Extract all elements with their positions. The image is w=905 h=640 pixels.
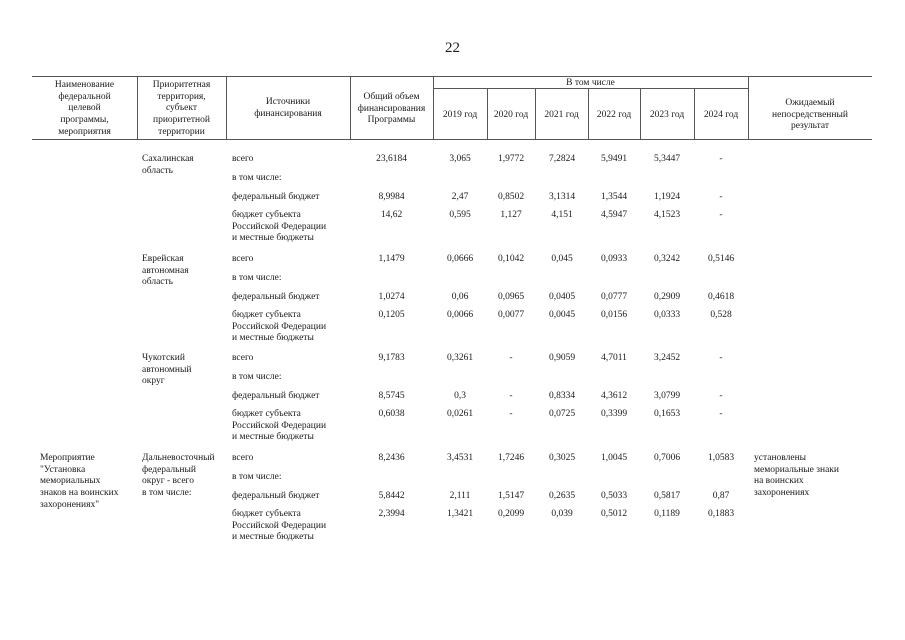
year-amount: 0,8502 [497, 192, 525, 202]
funding-source: и местные бюджеты [232, 532, 314, 543]
year-amount: 0,0933 [600, 254, 628, 264]
total-amount: 0,1205 [378, 310, 405, 320]
header-year: 2024 год [703, 110, 739, 120]
year-amount: 4,1523 [653, 210, 681, 220]
year-amount: 1,3421 [446, 509, 474, 519]
year-amount: 0,039 [551, 509, 573, 519]
total-amount: 5,8442 [378, 491, 405, 501]
territory-name: Сахалинская [142, 154, 194, 164]
year-amount: 0,7006 [653, 453, 681, 463]
year-amount: - [719, 192, 723, 202]
header-priority-territory: территория, [157, 91, 206, 102]
total-amount: 1,1479 [378, 254, 405, 264]
year-amount: 0,0066 [446, 310, 474, 320]
funding-source: всего [232, 453, 254, 463]
header-funding-sources: финансирования [254, 108, 322, 119]
header-year: 2020 год [493, 110, 529, 120]
year-amount: 0,2909 [653, 292, 681, 302]
year-amount: 0,3399 [600, 409, 628, 419]
header-bottom-rule [32, 139, 872, 140]
year-amount: 0,0965 [497, 292, 525, 302]
funding-source: федеральный бюджет [232, 192, 320, 202]
year-amount: 5,9491 [600, 154, 628, 164]
year-amount: 1,9772 [497, 154, 525, 164]
year-amount: 0,0156 [600, 310, 628, 320]
year-amount: 0,5146 [707, 254, 735, 264]
year-amount: 0,0405 [548, 292, 576, 302]
year-amount: - [719, 353, 723, 363]
year-amount: - [719, 154, 723, 164]
territory-name: округ - всего [142, 476, 194, 487]
territory-name: автономный [142, 364, 192, 375]
header-total-funding: Программы [367, 115, 416, 126]
year-amount: 0,045 [551, 254, 573, 264]
total-amount: 23,6184 [376, 154, 407, 164]
measure-name: Мероприятие [40, 453, 95, 463]
year-amount: 0,3242 [653, 254, 681, 264]
measure-name: захоронениях" [40, 499, 100, 510]
year-amount: 0,0077 [497, 310, 525, 320]
year-amount: 2,111 [449, 491, 471, 501]
measure-name: "Установка [40, 464, 86, 475]
territory-name: округ [142, 376, 165, 387]
total-amount: 14,62 [380, 210, 403, 220]
year-amount: 5,3447 [653, 154, 681, 164]
year-amount: 0,8334 [548, 391, 576, 401]
year-amount: 4,5947 [600, 210, 628, 220]
funding-source: в том числе: [232, 173, 282, 183]
funding-source: Российской Федерации [232, 221, 327, 232]
year-amount: 0,528 [710, 310, 732, 320]
year-amount: - [509, 409, 513, 419]
year-amount: 0,1189 [654, 509, 680, 519]
year-amount: - [509, 391, 513, 401]
year-amount: - [509, 353, 513, 363]
page-number: 22 [445, 40, 460, 56]
measure-name: мемориальных [40, 476, 101, 487]
header-program-name: мероприятия [58, 126, 111, 137]
territory-name: в том числе: [142, 488, 192, 499]
measure-name: знаков на воинских [40, 488, 119, 499]
year-amount: 1,0583 [707, 453, 735, 463]
funding-source: бюджет субъекта [232, 310, 301, 320]
header-year: 2022 год [596, 110, 632, 120]
year-amount: 0,3025 [548, 453, 576, 463]
year-amount: - [719, 210, 723, 220]
header-program-name: федеральной [58, 91, 111, 102]
year-amount: 0,0725 [548, 409, 576, 419]
year-amount: 3,1314 [548, 192, 576, 202]
territory-name: Дальневосточный [142, 453, 215, 463]
year-amount: 0,1883 [707, 509, 735, 519]
header-year: 2021 год [544, 110, 579, 120]
year-amount: 1,5147 [497, 491, 525, 501]
funding-source: всего [232, 154, 254, 164]
funding-source: Российской Федерации [232, 420, 327, 431]
year-amount: 7,2824 [548, 154, 576, 164]
year-amount: 0,0333 [653, 310, 681, 320]
funding-source: федеральный бюджет [232, 391, 320, 401]
header-year: 2023 год [649, 110, 685, 120]
year-amount: 0,4618 [707, 292, 735, 302]
year-amount: 0,0777 [600, 292, 628, 302]
funding-source: и местные бюджеты [232, 233, 314, 244]
header-program-name: Наименование [54, 80, 115, 90]
year-amount: 2,47 [451, 192, 469, 202]
year-amount: 4,7011 [601, 353, 627, 363]
year-amount: 0,0261 [446, 409, 474, 419]
year-amount: 0,87 [712, 491, 730, 501]
year-amount: 0,595 [449, 210, 471, 220]
year-amount: 4,3612 [600, 391, 628, 401]
funding-source: в том числе: [232, 273, 282, 283]
territory-name: область [142, 165, 174, 176]
year-amount: 1,0045 [600, 453, 628, 463]
header-funding-sources: Источники [265, 97, 311, 107]
year-amount: 0,5012 [600, 509, 628, 519]
year-amount: 0,2099 [497, 509, 525, 519]
funding-source: бюджет субъекта [232, 210, 301, 220]
funding-source: и местные бюджеты [232, 432, 314, 443]
year-amount: 0,3 [454, 391, 466, 401]
year-amount: 0,0666 [446, 254, 474, 264]
total-amount: 8,9984 [378, 192, 405, 202]
expected-result: захоронениях [754, 488, 810, 499]
funding-source: всего [232, 254, 254, 264]
funding-source: Российской Федерации [232, 321, 327, 332]
funding-source: Российской Федерации [232, 520, 327, 531]
year-amount: 1,7246 [497, 453, 525, 463]
territory-name: Еврейская [142, 254, 184, 264]
year-amount: 0,1653 [653, 409, 681, 419]
header-priority-territory: приоритетной [153, 115, 210, 126]
expected-result: на воинских [754, 476, 804, 487]
header-top-rule [32, 76, 872, 77]
total-amount: 8,5745 [378, 391, 405, 401]
header-expected-result: результат [790, 121, 830, 132]
year-amount: 3,2452 [653, 353, 681, 363]
header-priority-territory: Приоритетная [152, 80, 211, 90]
year-amount: - [719, 391, 723, 401]
funding-source: и местные бюджеты [232, 333, 314, 344]
header-program-name: программы, [60, 115, 109, 126]
expected-result: мемориальные знаки [754, 464, 840, 475]
header-total-funding: финансирования [357, 103, 426, 114]
year-amount: - [719, 409, 723, 419]
year-amount: 1,1924 [653, 192, 681, 202]
year-amount: 1,127 [500, 210, 522, 220]
header-in-total: В том числе [566, 78, 615, 88]
header-priority-territory: территории [158, 126, 205, 137]
year-amount: 0,5033 [600, 491, 628, 501]
funding-source: в том числе: [232, 472, 282, 482]
territory-name: Чукотский [142, 353, 185, 363]
total-amount: 1,0274 [378, 292, 405, 302]
territory-name: автономная [142, 265, 189, 276]
funding-source: федеральный бюджет [232, 292, 320, 302]
year-amount: 1,3544 [600, 192, 628, 202]
funding-source: всего [232, 353, 254, 363]
year-amount: 0,2635 [548, 491, 576, 501]
funding-source: бюджет субъекта [232, 409, 301, 419]
territory-name: федеральный [142, 464, 196, 475]
year-amount: 0,3261 [446, 353, 474, 363]
header-program-name: целевой [68, 103, 101, 114]
header-total-funding: Общий объем [363, 92, 420, 102]
expected-result: установлены [754, 453, 807, 463]
year-amount: 0,1042 [497, 254, 525, 264]
total-amount: 9,1783 [378, 353, 405, 363]
funding-source: федеральный бюджет [232, 491, 320, 501]
header-expected-result: Ожидаемый [785, 98, 835, 108]
year-amount: 3,065 [449, 154, 471, 164]
header-year: 2019 год [442, 110, 478, 120]
year-amount: 4,151 [551, 210, 573, 220]
year-amount: 0,9059 [548, 353, 576, 363]
year-amount: 0,0045 [548, 310, 576, 320]
year-amount: 0,06 [451, 292, 469, 302]
header-priority-territory: субъект [165, 103, 198, 114]
year-amount: 0,5817 [653, 491, 681, 501]
territory-name: область [142, 277, 174, 288]
funding-source: бюджет субъекта [232, 509, 301, 519]
year-amount: 3,0799 [653, 391, 681, 401]
total-amount: 0,6038 [378, 409, 405, 419]
total-amount: 8,2436 [378, 453, 405, 463]
total-amount: 2,3994 [378, 509, 405, 519]
year-amount: 3,4531 [446, 453, 474, 463]
funding-source: в том числе: [232, 372, 282, 382]
header-expected-result: непосредственный [772, 109, 848, 120]
